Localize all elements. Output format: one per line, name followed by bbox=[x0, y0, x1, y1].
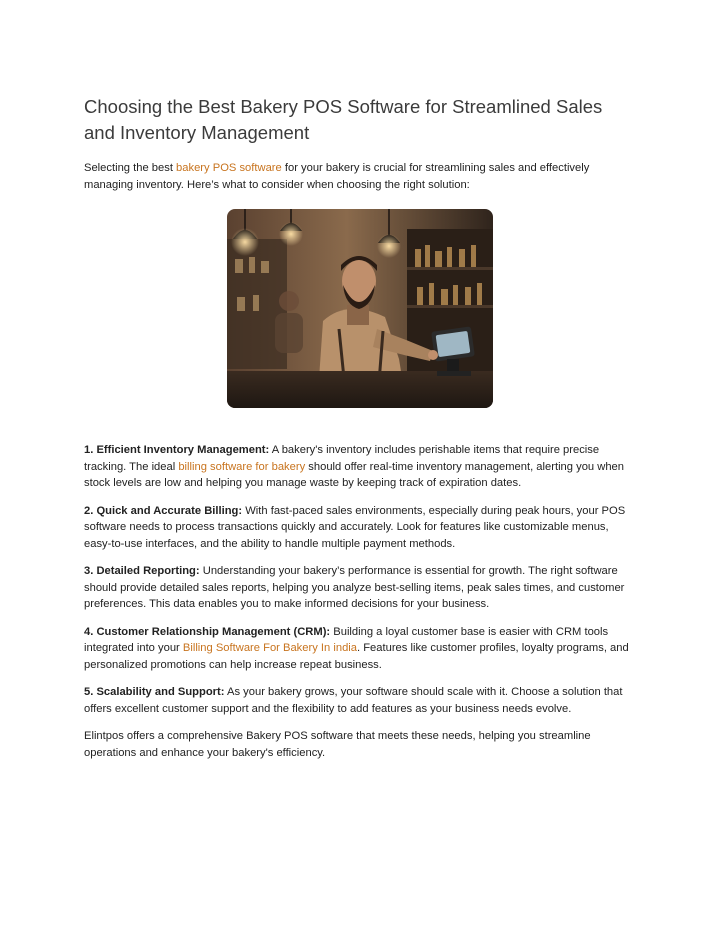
section-heading: 2. Quick and Accurate Billing: bbox=[84, 504, 243, 517]
intro-text-before: Selecting the best bbox=[84, 162, 177, 174]
section-text-before: A bakery's inventory includes perishable items that require precise tracking. The ideal bbox=[84, 444, 600, 473]
section-text-after: should offer real-time inventory management, alerting you when stock levels are low and helping you manage waste by keeping track of expiration dates. bbox=[84, 460, 624, 489]
section-detailed-reporting bbox=[84, 563, 636, 613]
section-text-before: Building a loyal customer base is easier with CRM tools integrated into your bbox=[84, 625, 609, 654]
section-text: Understanding your bakery’s performance is essential for growth. The right software should provide detailed sales reports, helping you analyze best-selling items, peak sales times, and customer preferences. This data enables you to make informed decisions for your business. bbox=[84, 565, 625, 610]
section-text: With fast-paced sales environments, especially during peak hours, your POS software needs to process transactions quickly and accurately. Look for features like customizable menus, easy-to-use interfaces, and the ability to handle multiple payment methods. bbox=[84, 504, 626, 550]
bakery-pos-software-link[interactable]: bakery POS software bbox=[176, 162, 282, 174]
article bbox=[84, 94, 636, 761]
intro-text-after: for your bakery is crucial for streamlining sales and effectively managing inventory. Here’s what to consider when choosing the right solution: bbox=[84, 162, 590, 191]
billing-software-for-bakery-link[interactable]: billing software for bakery bbox=[178, 460, 306, 473]
section-inventory-management bbox=[84, 442, 636, 492]
closing-paragraph: Elintpos offers a comprehensive Bakery POS software that meets these needs, helping you streamline operations and enhance your bakery's efficiency. bbox=[84, 730, 591, 759]
section-quick-billing bbox=[84, 503, 636, 553]
section-crm bbox=[84, 624, 636, 674]
intro-paragraph bbox=[84, 160, 636, 193]
billing-software-for-bakery-in-india-link[interactable]: Billing Software For Bakery In india bbox=[182, 642, 357, 654]
section-heading: 4. Customer Relationship Management (CRM): bbox=[84, 625, 331, 638]
section-scalability-support bbox=[84, 684, 636, 717]
barista-pos-photo bbox=[227, 209, 493, 408]
section-heading: 3. Detailed Reporting: bbox=[84, 565, 200, 577]
section-text-after: . Features like customer profiles, loyalty programs, and personalized promotions can help increase repeat business. bbox=[84, 642, 629, 671]
section-heading: 1. Efficient Inventory Management: bbox=[84, 444, 270, 456]
section-text: As your bakery grows, your software should scale with it. Choose a solution that offers excellent customer support and the flexibility to add features as your business needs evolve. bbox=[84, 686, 623, 715]
page-title: Choosing the Best Bakery POS Software for Streamlined Sales and Inventory Management bbox=[84, 96, 603, 143]
section-heading: 5. Scalability and Support: bbox=[84, 686, 225, 698]
